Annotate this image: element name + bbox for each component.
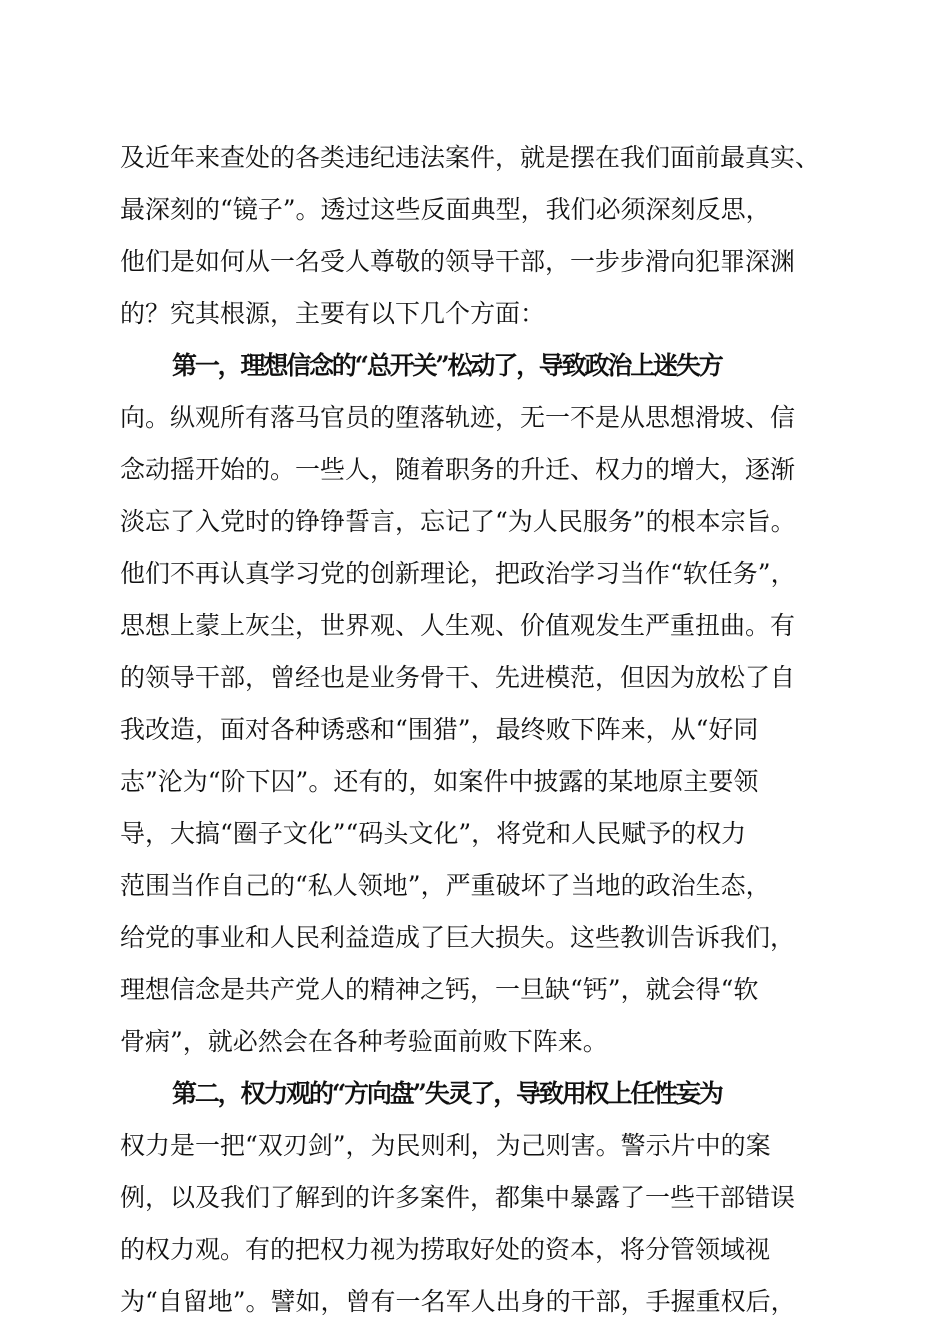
text-line: 骨病”，就必然会在各种考验面前败下阵来。 — [120, 1027, 608, 1056]
text-line: 的权力观。有的把权力视为捞取好处的资本，将分管领域视 — [120, 1235, 771, 1264]
text-line: 向。纵观所有落马官员的堕落轨迹，无一不是从思想滑坡、信 — [120, 403, 796, 432]
text-line: 最深刻的“镜子”。透过这些反面典型，我们必须深刻反思， — [120, 195, 771, 224]
text-line: 思想上蒙上灰尘，世界观、人生观、价值观发生严重扭曲。有 — [120, 611, 796, 640]
text-line: 及近年来查处的各类违纪违法案件，就是摆在我们面前最真实、 — [120, 143, 821, 172]
text-line: 他们是如何从一名受人尊敬的领导干部，一步步滑向犯罪深渊 — [120, 247, 796, 276]
text-line: 理想信念是共产党人的精神之钙，一旦缺“钙”，就会得“软 — [120, 975, 759, 1004]
text-line: 范围当作自己的“私人领地”，严重破坏了当地的政治生态， — [120, 871, 771, 900]
text-line: 他们不再认真学习党的创新理论，把政治学习当作“软任务”， — [120, 559, 796, 588]
text-line: 导，大搞“圈子文化”“码头文化”，将党和人民赋予的权力 — [120, 819, 747, 848]
text-line: 权力是一把“双刃剑”，为民则利，为己则害。警示片中的案 — [120, 1131, 771, 1160]
text-line: 志”沦为“阶下囚”。还有的，如案件中披露的某地原主要领 — [120, 767, 759, 796]
text-line: 例，以及我们了解到的许多案件，都集中暴露了一些干部错误 — [120, 1183, 796, 1212]
text-line: 的领导干部，曾经也是业务骨干、先进模范，但因为放松了自 — [120, 663, 796, 692]
section-heading-line: 第一，理想信念的“总开关”松动了，导致政治上迷失方 — [172, 351, 722, 380]
section-heading-line: 第二，权力观的“方向盘”失灵了，导致用权上任性妄为 — [172, 1079, 722, 1108]
text-line: 的？究其根源，主要有以下几个方面： — [120, 299, 546, 328]
text-line: 为“自留地”。譬如，曾有一名军人出身的干部，手握重权后， — [120, 1287, 796, 1316]
text-line: 我改造，面对各种诱惑和“围猎”，最终败下阵来，从“好同 — [120, 715, 759, 744]
text-line: 给党的事业和人民利益造成了巨大损失。这些教训告诉我们， — [120, 923, 796, 952]
text-line: 淡忘了入党时的铮铮誓言，忘记了“为人民服务”的根本宗旨。 — [120, 507, 796, 536]
text-line: 念动摇开始的。一些人，随着职务的升迁、权力的增大，逐渐 — [120, 455, 796, 484]
